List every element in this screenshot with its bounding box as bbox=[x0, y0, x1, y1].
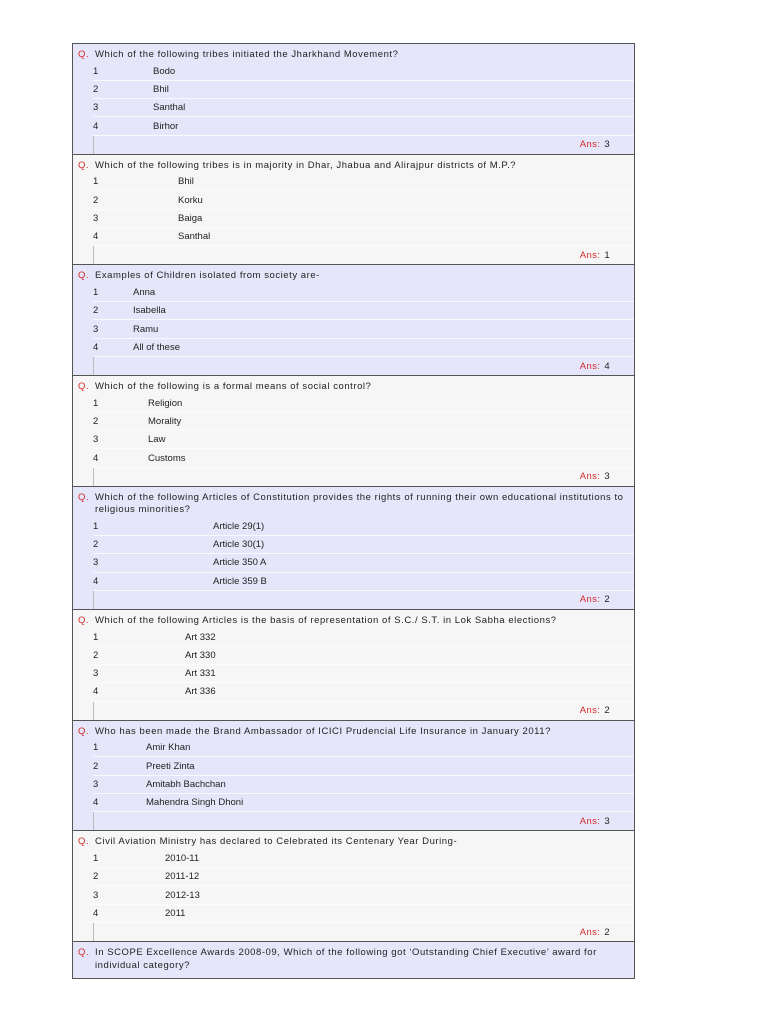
answer-label: Ans: bbox=[579, 139, 601, 151]
option-row bbox=[93, 776, 634, 794]
answer-value: 4 bbox=[604, 360, 610, 372]
question-text: Which of the following tribes is in majority in Dhar, Jhabua and Alirajpur districts of M.P.? bbox=[95, 159, 517, 171]
option-row bbox=[93, 850, 634, 868]
option-text: Morality bbox=[148, 416, 182, 427]
question-line bbox=[73, 376, 634, 395]
question-text: Civil Aviation Ministry has declared to Celebrated its Centenary Year During- bbox=[95, 836, 458, 848]
option-text: Korku bbox=[178, 194, 203, 206]
question-block bbox=[72, 609, 635, 720]
option-text: Art 336 bbox=[185, 686, 216, 698]
option-row bbox=[93, 794, 634, 812]
option-row bbox=[93, 647, 634, 665]
answer-label: Ans: bbox=[579, 249, 601, 261]
option-number: 1 bbox=[93, 176, 99, 188]
option-row bbox=[93, 665, 634, 683]
option-text: Art 332 bbox=[185, 631, 216, 643]
option-row bbox=[93, 554, 634, 572]
option-row bbox=[93, 210, 634, 228]
answer-value: 3 bbox=[604, 815, 610, 827]
question-marker: Q. bbox=[78, 491, 90, 503]
option-number: 1 bbox=[93, 397, 99, 409]
question-marker: Q. bbox=[78, 49, 90, 60]
option-row bbox=[93, 518, 634, 536]
option-text: Santhal bbox=[178, 231, 211, 243]
question-block bbox=[72, 43, 635, 154]
option-row bbox=[93, 431, 634, 449]
question-marker: Q. bbox=[78, 725, 90, 737]
option-text: Law bbox=[148, 434, 166, 446]
option-text: Customs bbox=[148, 452, 186, 464]
option-row bbox=[93, 413, 634, 431]
answer-row bbox=[93, 591, 634, 609]
option-text: Article 359 B bbox=[213, 575, 267, 587]
option-number: 3 bbox=[93, 434, 99, 446]
option-number: 2 bbox=[93, 760, 99, 772]
option-row bbox=[93, 683, 634, 701]
option-row bbox=[93, 536, 634, 554]
answer-label: Ans: bbox=[579, 705, 601, 717]
option-text: Art 330 bbox=[185, 649, 216, 661]
answer-label: Ans: bbox=[579, 926, 601, 938]
option-number: 4 bbox=[93, 907, 99, 919]
option-number: 4 bbox=[93, 120, 99, 132]
option-number: 2 bbox=[93, 871, 99, 883]
answer-value: 3 bbox=[604, 139, 610, 151]
question-marker: Q. bbox=[78, 270, 90, 282]
answer-label: Ans: bbox=[579, 360, 601, 372]
option-text: Mahendra Singh Dhoni bbox=[146, 797, 244, 809]
question-line bbox=[73, 610, 634, 629]
question-marker: Q. bbox=[78, 836, 90, 848]
option-number: 2 bbox=[93, 305, 99, 317]
option-number: 4 bbox=[93, 797, 99, 809]
question-block bbox=[72, 720, 635, 831]
option-text: Article 30(1) bbox=[213, 539, 265, 551]
answer-value: 2 bbox=[604, 705, 610, 717]
answer-value: 3 bbox=[604, 471, 610, 483]
option-number: 4 bbox=[93, 686, 99, 698]
question-line bbox=[73, 265, 634, 284]
option-row bbox=[93, 320, 634, 338]
option-row bbox=[93, 628, 634, 646]
option-number: 2 bbox=[93, 539, 99, 551]
question-line bbox=[73, 942, 634, 978]
answer-value: 2 bbox=[604, 926, 610, 938]
option-text: Preeti Zinta bbox=[146, 760, 195, 772]
question-marker: Q. bbox=[78, 614, 90, 626]
option-number: 1 bbox=[93, 287, 99, 299]
option-text: Birhor bbox=[153, 120, 179, 132]
option-row bbox=[93, 117, 634, 135]
question-block bbox=[72, 264, 635, 375]
option-number: 2 bbox=[93, 194, 99, 206]
question-text: Who has been made the Brand Ambassador of ICICI Prudencial Life Insurance in January 2011? bbox=[95, 725, 551, 737]
option-row bbox=[93, 63, 634, 81]
option-number: 1 bbox=[93, 65, 99, 77]
option-text: 2011-12 bbox=[165, 871, 200, 883]
question-text: Examples of Children isolated from society are- bbox=[95, 270, 320, 282]
answer-label: Ans: bbox=[579, 471, 601, 483]
answer-value: 2 bbox=[604, 594, 610, 606]
answer-row bbox=[93, 136, 634, 154]
option-number: 3 bbox=[93, 889, 99, 901]
option-row bbox=[93, 191, 634, 209]
option-row bbox=[93, 739, 634, 757]
option-number: 4 bbox=[93, 231, 99, 243]
option-row bbox=[93, 395, 634, 413]
question-line bbox=[73, 155, 634, 174]
option-row bbox=[93, 81, 634, 99]
option-row bbox=[93, 99, 634, 117]
answer-row bbox=[93, 923, 634, 941]
question-block bbox=[72, 375, 635, 486]
option-text: 2012-13 bbox=[165, 889, 200, 901]
option-text: Santhal bbox=[153, 102, 186, 114]
option-row bbox=[93, 868, 634, 886]
option-text: Bodo bbox=[153, 65, 176, 77]
option-text: Bhil bbox=[178, 176, 194, 188]
answer-row bbox=[93, 702, 634, 720]
option-text: 2010-11 bbox=[165, 852, 200, 864]
option-row bbox=[93, 757, 634, 775]
answer-value: 1 bbox=[604, 249, 610, 261]
option-text: Amir Khan bbox=[146, 742, 191, 754]
question-block bbox=[72, 941, 635, 979]
question-text: Which of the following Articles of Constitution provides the rights of running their own educational institutions to religious minorities? bbox=[95, 491, 624, 516]
question-marker: Q. bbox=[78, 947, 90, 958]
option-number: 3 bbox=[93, 557, 99, 569]
option-number: 3 bbox=[93, 212, 99, 224]
question-line bbox=[73, 44, 634, 63]
option-text: Article 350 A bbox=[213, 557, 267, 569]
option-number: 2 bbox=[93, 83, 99, 95]
option-number: 1 bbox=[93, 520, 99, 532]
question-marker: Q. bbox=[78, 381, 90, 393]
option-text: Anna bbox=[133, 287, 156, 299]
option-row bbox=[93, 302, 634, 320]
option-number: 1 bbox=[93, 742, 99, 754]
question-block bbox=[72, 154, 635, 265]
option-text: Bhil bbox=[153, 83, 169, 95]
option-row bbox=[93, 228, 634, 246]
question-line bbox=[73, 831, 634, 850]
option-text: Religion bbox=[148, 397, 183, 409]
option-number: 4 bbox=[93, 341, 99, 353]
question-text: Which of the following Articles is the basis of representation of S.C./ S.T. in Lok Sabha elections? bbox=[95, 614, 557, 626]
question-text: Which of the following tribes initiated the Jharkhand Movement? bbox=[95, 49, 399, 60]
option-number: 4 bbox=[93, 575, 99, 587]
answer-row bbox=[93, 357, 634, 375]
question-line bbox=[73, 721, 634, 740]
option-number: 3 bbox=[93, 323, 99, 335]
option-number: 3 bbox=[93, 102, 99, 114]
option-row bbox=[93, 449, 634, 467]
option-number: 3 bbox=[93, 778, 99, 790]
option-text: Art 331 bbox=[185, 668, 216, 680]
option-text: 2011 bbox=[165, 907, 186, 919]
answer-label: Ans: bbox=[579, 594, 601, 606]
question-marker: Q. bbox=[78, 159, 90, 171]
answer-row bbox=[93, 468, 634, 486]
option-row bbox=[93, 573, 634, 591]
answer-label: Ans: bbox=[579, 815, 601, 827]
option-row bbox=[93, 339, 634, 357]
option-text: Ramu bbox=[133, 323, 159, 335]
option-text: Isabella bbox=[133, 305, 166, 317]
option-text: Baiga bbox=[178, 212, 203, 224]
option-row bbox=[93, 173, 634, 191]
question-block bbox=[72, 486, 635, 609]
answer-row bbox=[93, 246, 634, 264]
question-block bbox=[72, 830, 635, 941]
option-text: Amitabh Bachchan bbox=[146, 778, 226, 790]
option-number: 1 bbox=[93, 852, 99, 864]
option-row bbox=[93, 905, 634, 923]
question-line bbox=[73, 487, 634, 518]
option-number: 2 bbox=[93, 649, 99, 661]
option-number: 2 bbox=[93, 416, 99, 427]
option-text: Article 29(1) bbox=[213, 520, 265, 532]
option-text: All of these bbox=[133, 341, 180, 353]
question-text: Which of the following is a formal means of social control? bbox=[95, 381, 372, 393]
option-row bbox=[93, 886, 634, 904]
answer-row bbox=[93, 812, 634, 830]
option-number: 4 bbox=[93, 452, 99, 464]
question-text: In SCOPE Excellence Awards 2008-09, Which of the following got ‘Outstanding Chief Executive’ award for individual category? bbox=[95, 947, 597, 971]
question-sheet bbox=[72, 43, 635, 979]
option-number: 3 bbox=[93, 668, 99, 680]
option-row bbox=[93, 284, 634, 302]
option-number: 1 bbox=[93, 631, 99, 643]
